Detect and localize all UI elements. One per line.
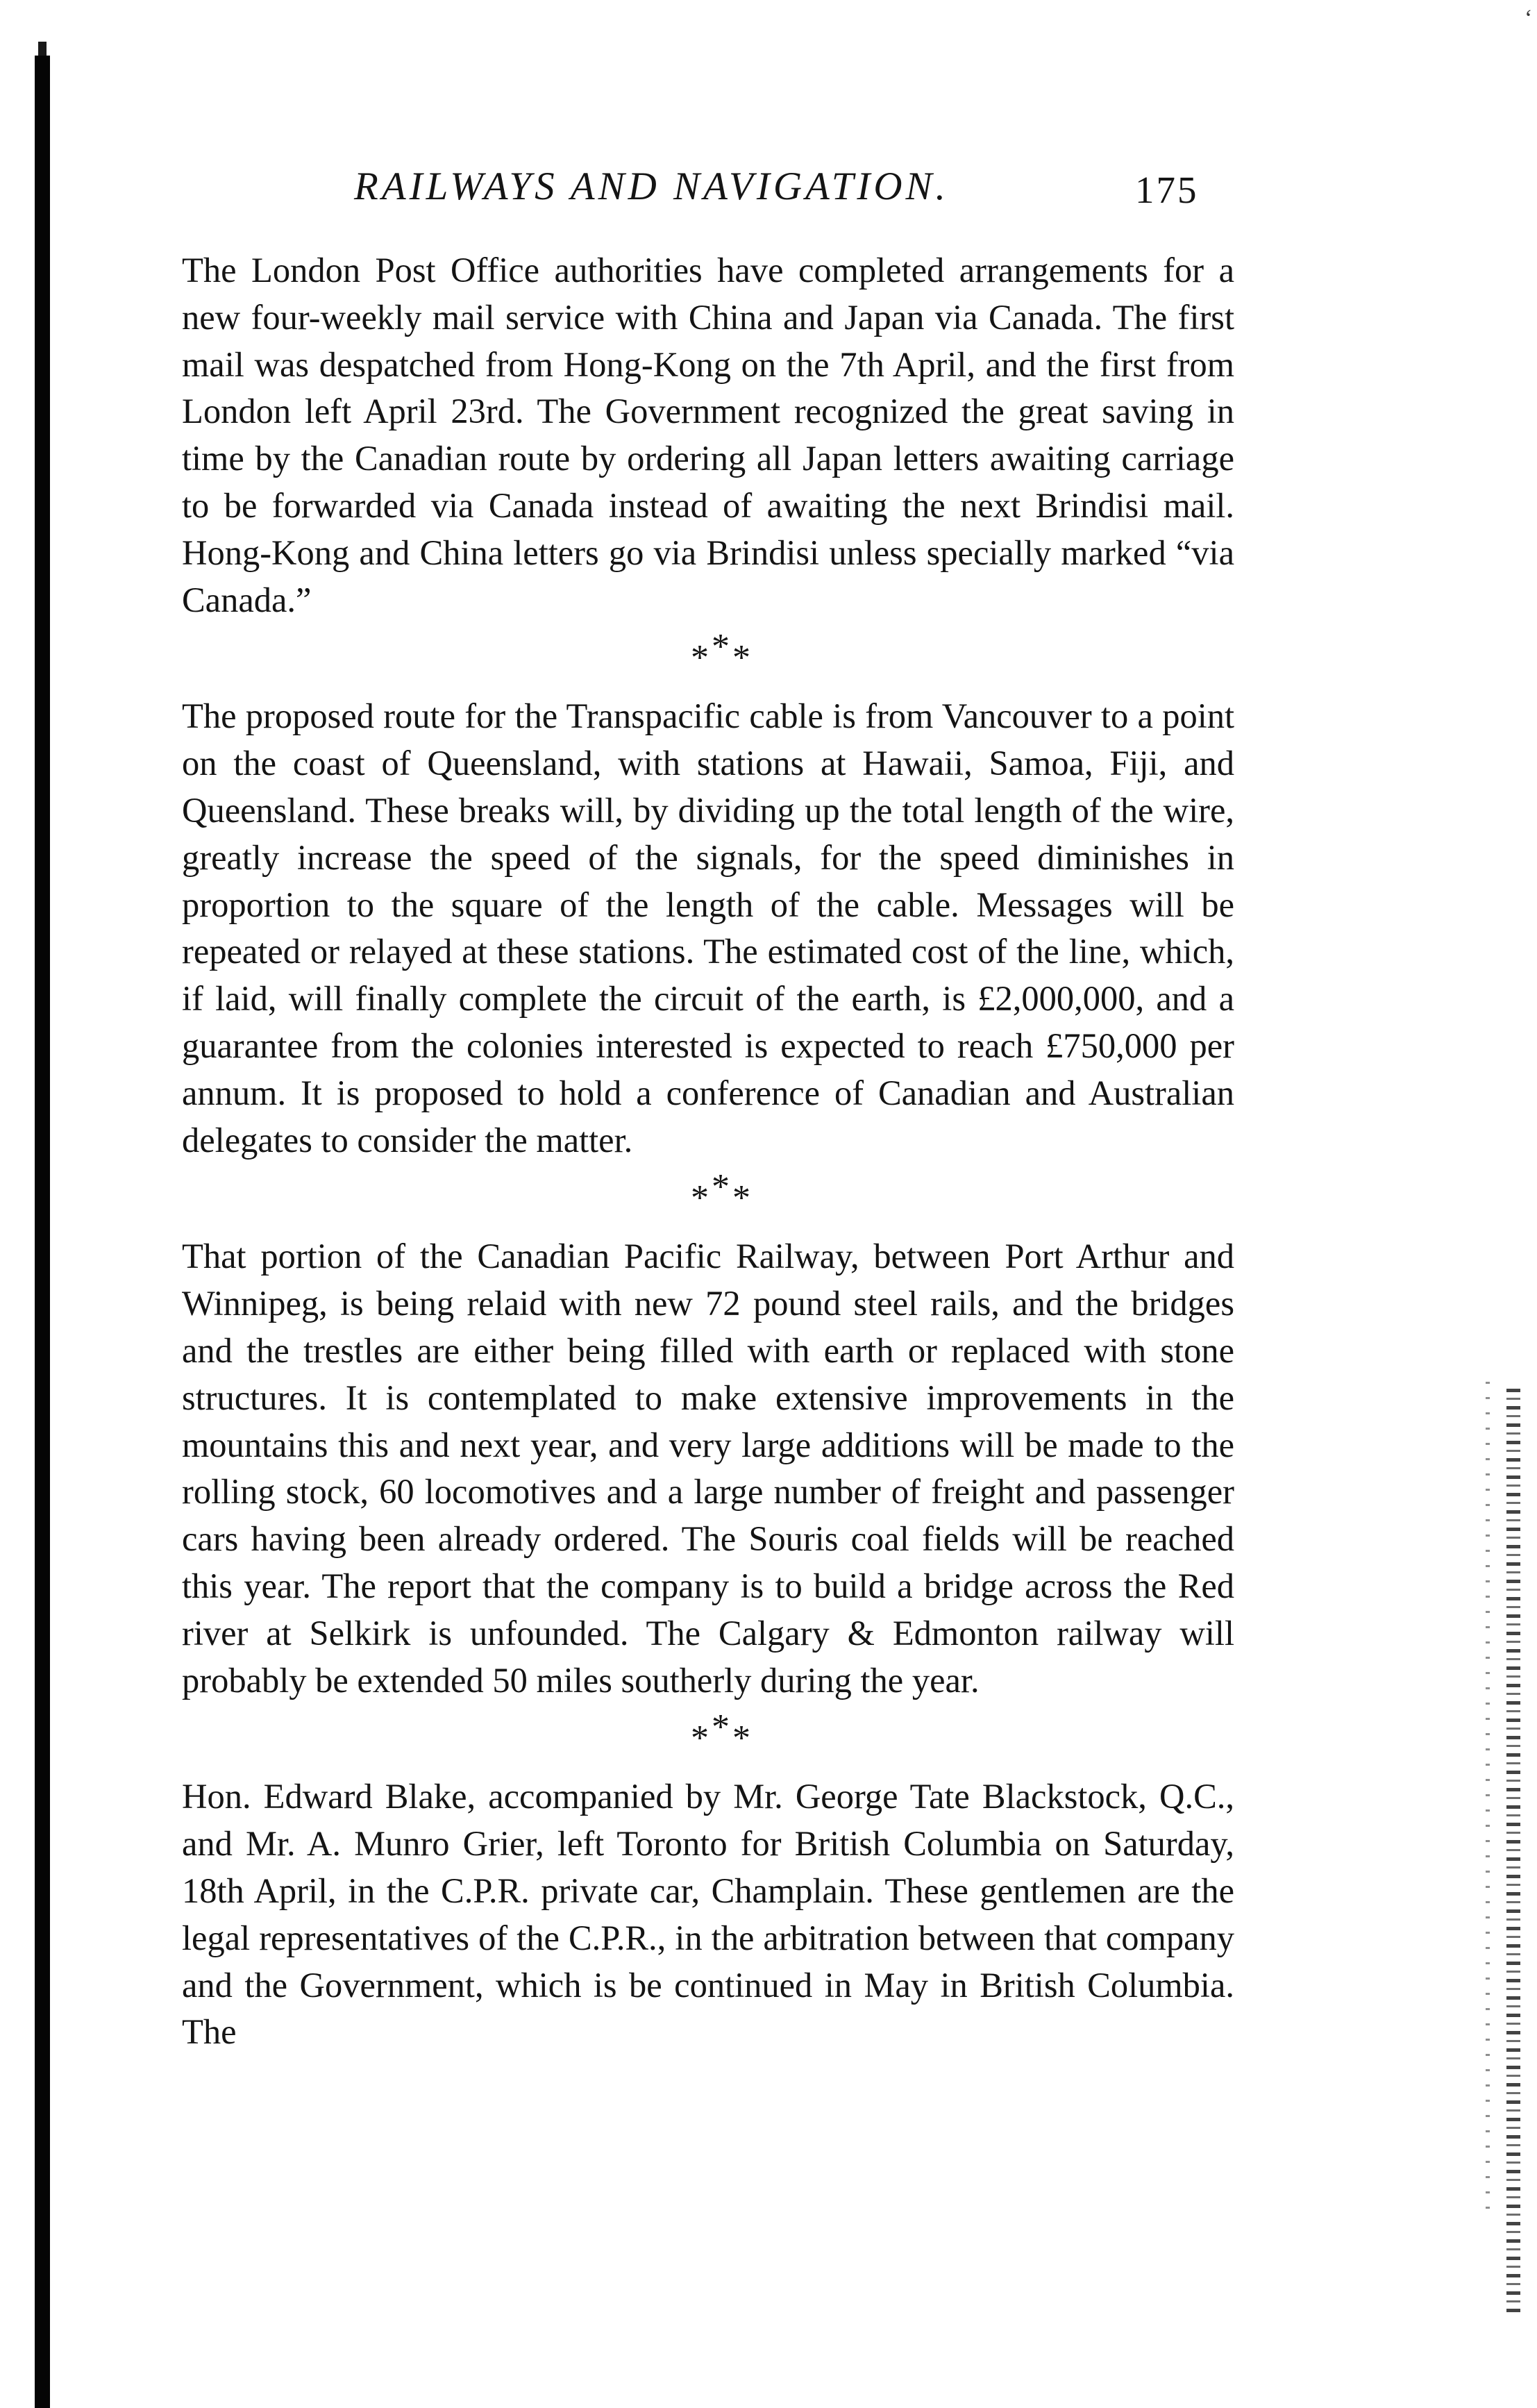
section-separator-3 bbox=[182, 1704, 1234, 1773]
page-header bbox=[180, 154, 1236, 217]
separator-star-right: * bbox=[732, 638, 753, 678]
paragraph-transpacific-cable: The proposed route for the Transpacific cable is from Vancouver to a point on the coast of Queensland, with stations at Hawaii, Samoa, Fiji, and Queensland. These breaks will, by dividing up the total length of the wire, greatly increase the speed of the signals, for the speed diminishes in proportion to the square of the length of the cable. Messages will be repeated or relayed at these stations. The estimated cost of the line, which, if laid, will finally complete the circuit of the earth, is £2,000,000, and a guarantee from the colonies interested is expected to reach £750,000 per annum. It is proposed to hold a conference of Canadian and Australian delegates to consider the matter. bbox=[182, 696, 1234, 1160]
separator-star-right: * bbox=[732, 1178, 753, 1219]
separator-star-right: * bbox=[732, 1719, 753, 1759]
separator-star-left: * bbox=[691, 1178, 712, 1219]
separator-star-middle: * bbox=[712, 1707, 732, 1748]
page-edge-scan-noise-inner bbox=[1486, 1382, 1490, 2215]
scan-speck: ‘ bbox=[1525, 6, 1533, 31]
paragraph-edward-blake: Hon. Edward Blake, accompanied by Mr. George Tate Blackstock, Q.C., and Mr. A. Munro Grier, left Toronto for British Columbia on Saturday, 18th April, in the C.P.R. private car, Champlain. These gentlemen are the legal representatives of the C.P.R., in the arbitration between that company and the Government, which is be continued in May in British Columbia. The bbox=[182, 1777, 1234, 2052]
section-separator-2 bbox=[182, 1164, 1234, 1233]
separator-star-middle: * bbox=[712, 1167, 732, 1207]
separator-star-middle: * bbox=[712, 627, 732, 667]
article-body bbox=[182, 247, 1234, 2056]
running-head: RAILWAYS AND NAVIGATION. bbox=[354, 165, 949, 208]
separator-star-left: * bbox=[691, 1719, 712, 1759]
paragraph-canadian-pacific-railway: That portion of the Canadian Pacific Railway, between Port Arthur and Winnipeg, is being relaid with new 72 pound steel rails, and the bridges and the trestles are either being filled with earth or replaced with stone structures. It is contemplated to make extensive improvements in the mountains this and next year, and very large additions will be made to the rolling stock, 60 locomotives and a large number of freight and passenger cars having been already ordered. The Souris coal fields will be reached this year. The report that the company is to build a bridge across the Red river at Selkirk is unfounded. The Calgary & Edmonton railway will probably be extended 50 miles southerly during the year. bbox=[182, 1237, 1234, 1700]
binding-shadow bbox=[35, 56, 50, 2408]
separator-star-left: * bbox=[691, 638, 712, 678]
paragraph-mail-service: The London Post Office authorities have completed arrangements for a new four-weekly mail service with China and Japan via Canada. The first mail was despatched from Hong-Kong on the 7th April, and the first from London left April 23rd. The Government recognized the great saving in time by the Canadian route by ordering all Japan letters awaiting carriage to be forwarded via Canada instead of awaiting the next Brindisi mail. Hong-Kong and China letters go via Brindisi unless specially marked “via Canada.” bbox=[182, 251, 1234, 619]
page-edge-scan-noise bbox=[1506, 1389, 1520, 2312]
section-separator-1 bbox=[182, 624, 1234, 693]
page-number: 175 bbox=[1135, 169, 1199, 211]
